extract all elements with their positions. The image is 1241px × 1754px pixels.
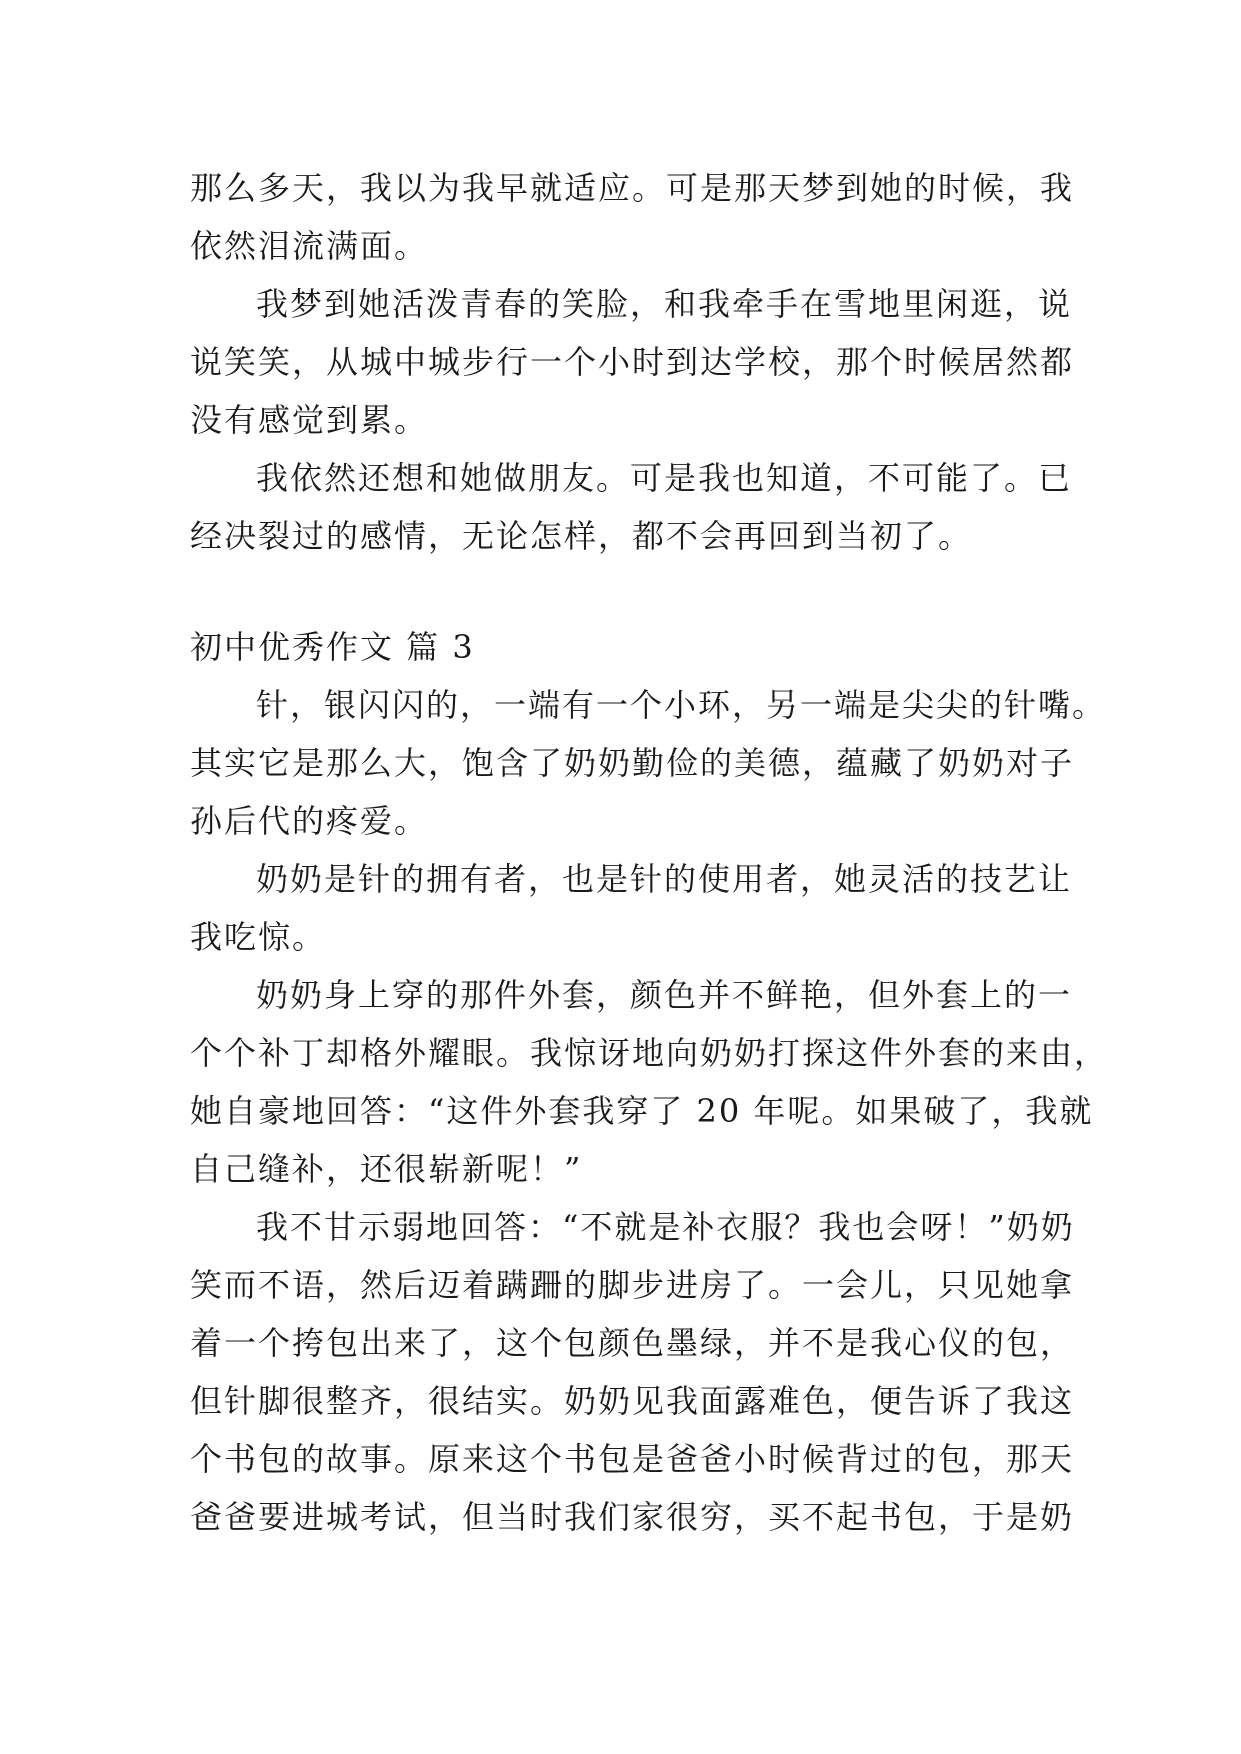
paragraph	[190, 966, 1109, 1198]
text-line: 那么多天，我以为我早就适应。可是那天梦到她的时候，我	[190, 169, 1075, 207]
text-line: 没有感觉到累。	[190, 401, 429, 439]
text-line: 奶奶身上穿的那件外套，颜色并不鲜艳，但外套上的一	[256, 976, 1073, 1014]
paragraph	[190, 1198, 1075, 1546]
text-line: 其实它是那么大，饱含了奶奶勤俭的美德，蕴藏了奶奶对子	[190, 744, 1075, 782]
text-line: 经决裂过的感情，无论怎样，都不会再回到当初了。	[190, 517, 973, 555]
text-line: 说笑笑，从城中城步行一个小时到达学校，那个时候居然都	[190, 343, 1075, 381]
text-line: 我依然还想和她做朋友。可是我也知道，不可能了。已	[256, 459, 1073, 497]
text-line: 依然泪流满面。	[190, 227, 429, 265]
text-line: 针，银闪闪的，一端有一个小环，另一端是尖尖的针嘴。	[256, 686, 1107, 724]
paragraph	[190, 850, 1073, 966]
paragraph	[190, 676, 1107, 850]
text-line: 笑而不语，然后迈着蹒跚的脚步进房了。一会儿，只见她拿	[190, 1266, 1075, 1304]
text-line: 我不甘示弱地回答：“不就是补衣服？我也会呀！”奶奶	[256, 1208, 1075, 1246]
paragraph	[190, 159, 1075, 275]
paragraph	[190, 449, 1073, 565]
text-line: 她自豪地回答：“这件外套我穿了 20 年呢。如果破了，我就	[190, 1092, 1094, 1130]
section-heading: 初中优秀作文 篇 3	[190, 628, 475, 666]
text-line: 个个补丁却格外耀眼。我惊讶地向奶奶打探这件外套的来由，	[190, 1034, 1109, 1072]
essay-continuation	[190, 159, 1075, 565]
text-line: 但针脚很整齐，很结实。奶奶见我面露难色，便告诉了我这	[190, 1382, 1075, 1420]
text-line: 我梦到她活泼青春的笑脸，和我牵手在雪地里闲逛，说	[256, 285, 1073, 323]
text-line: 个书包的故事。原来这个书包是爸爸小时候背过的包，那天	[190, 1440, 1075, 1478]
text-line: 爸爸要进城考试，但当时我们家很穷，买不起书包，于是奶	[190, 1498, 1075, 1536]
text-line: 着一个挎包出来了，这个包颜色墨绿，并不是我心仪的包，	[190, 1324, 1075, 1362]
text-line: 奶奶是针的拥有者，也是针的使用者，她灵活的技艺让	[256, 860, 1073, 898]
text-line: 我吃惊。	[190, 918, 327, 956]
essay-section-3	[190, 618, 1109, 1546]
paragraph	[190, 275, 1075, 449]
text-line: 孙后代的疼爱。	[190, 802, 429, 840]
text-line: 自己缝补，还很崭新呢！”	[190, 1150, 583, 1188]
